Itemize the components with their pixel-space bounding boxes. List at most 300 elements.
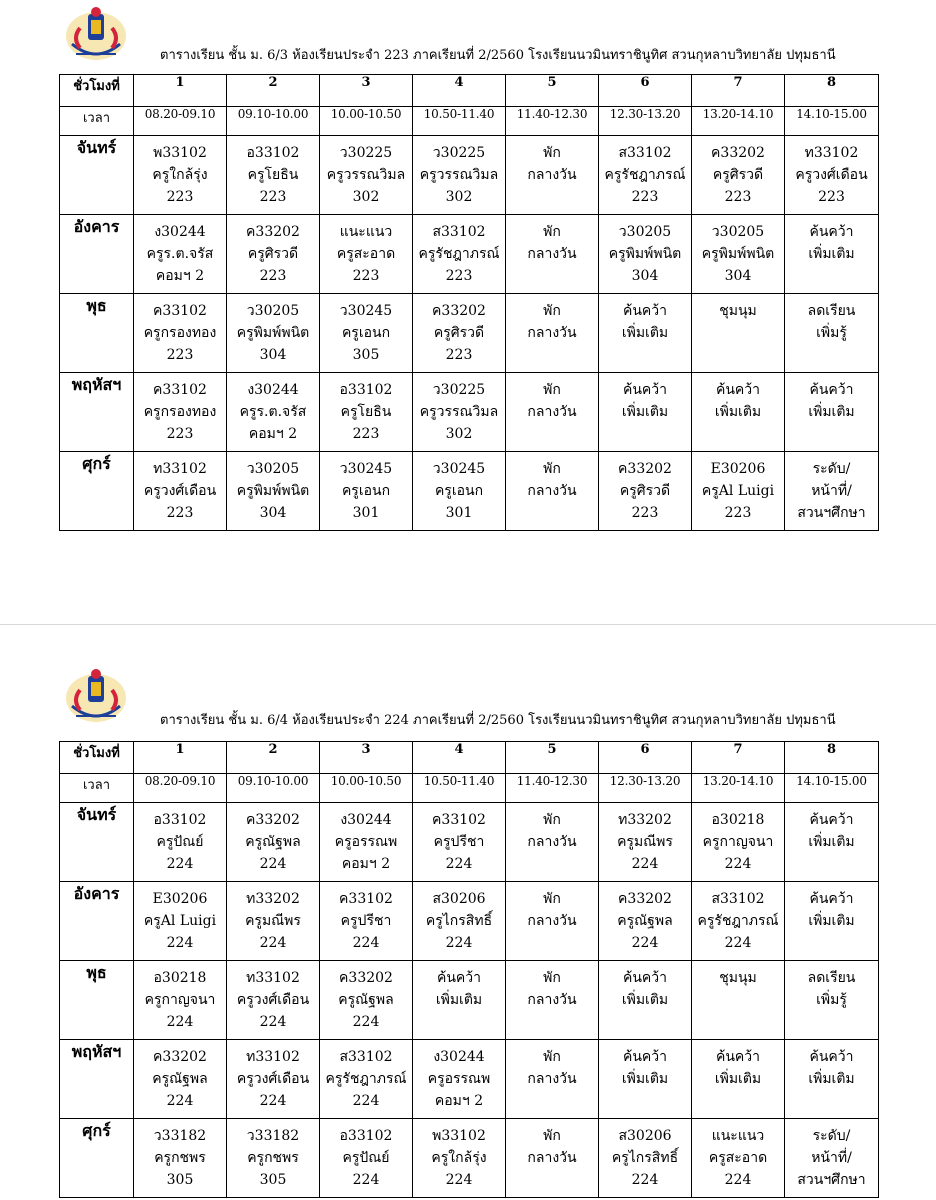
class-cell-line: ครูเอนก	[341, 483, 391, 499]
period-number: 6	[599, 75, 692, 107]
class-cell-line: พัก	[543, 812, 561, 828]
table-row	[60, 136, 879, 215]
day-name: พุธ	[60, 294, 134, 373]
table-row	[60, 803, 879, 882]
class-cell-line: 224	[724, 935, 752, 951]
class-cell-line: ท33202	[246, 891, 300, 907]
period-number: 6	[599, 742, 692, 774]
class-cell	[320, 803, 413, 882]
period-time: 12.30-13.20	[599, 774, 692, 803]
school-logo-icon	[58, 4, 134, 66]
class-cell-line: E30206	[710, 461, 766, 477]
class-cell-line: แนะแนว	[339, 224, 393, 240]
class-cell-line: ครูพิมพ์พนิต	[236, 483, 310, 499]
timetable	[59, 74, 879, 531]
class-cell-line: คอมฯ 2	[341, 856, 391, 872]
period-time: 13.20-14.10	[692, 774, 785, 803]
class-cell-line: ค้นคว้า	[809, 224, 854, 240]
table-row	[60, 1119, 879, 1198]
class-cell	[134, 136, 227, 215]
class-cell-line: ครูอรรณพ	[334, 834, 398, 850]
period-time: 09.10-10.00	[227, 107, 320, 136]
class-cell-line: คอมฯ 2	[434, 1093, 484, 1109]
class-cell-line: อ33102	[153, 812, 207, 828]
period-number: 1	[134, 742, 227, 774]
class-cell-line: ลดเรียน	[807, 303, 856, 319]
class-cell-line: ครูโยธิน	[340, 404, 392, 420]
class-cell-line: คอมฯ 2	[155, 268, 205, 284]
class-cell-line: ครูศิรวดี	[433, 325, 485, 341]
class-cell-line: พัก	[543, 382, 561, 398]
table-row	[60, 373, 879, 452]
class-cell-line: อ33102	[339, 382, 393, 398]
class-cell	[413, 1119, 506, 1198]
period-time: 11.40-12.30	[506, 107, 599, 136]
class-cell-line: ครูกรองทอง	[143, 404, 217, 420]
class-cell	[692, 1040, 785, 1119]
period-number: 3	[320, 742, 413, 774]
day-name: อังคาร	[60, 215, 134, 294]
class-cell-line: ครูรัชฎาภรณ์	[418, 246, 500, 262]
class-cell-line: ครูร.ต.จรัส	[146, 246, 214, 262]
class-cell-line: ครูณัฐพล	[245, 834, 301, 850]
class-cell-line: 224	[445, 856, 473, 872]
class-cell-line: 223	[818, 189, 845, 205]
school-logo-icon	[58, 666, 134, 728]
class-cell-line: 301	[445, 505, 473, 521]
class-cell	[320, 136, 413, 215]
class-cell-line: ครูวงศ์เดือน	[236, 1071, 310, 1087]
class-cell-line: ครูปรีชา	[433, 834, 485, 850]
timetable	[59, 741, 879, 1198]
class-cell-line: ท33102	[153, 461, 207, 477]
class-cell	[227, 961, 320, 1040]
class-cell-line: ครูอรรณพ	[427, 1071, 491, 1087]
class-cell-line: เพิ่มรู้	[816, 992, 847, 1008]
class-cell	[506, 136, 599, 215]
class-cell-line: กลางวัน	[527, 1150, 577, 1166]
class-cell	[134, 373, 227, 452]
class-cell	[692, 1119, 785, 1198]
period-number: 8	[785, 75, 879, 107]
class-cell	[506, 961, 599, 1040]
class-cell	[320, 373, 413, 452]
class-cell	[413, 1040, 506, 1119]
class-cell	[227, 136, 320, 215]
class-cell-line: เพิ่มเติม	[808, 913, 855, 929]
class-cell-line: ครูวงศ์เดือน	[236, 992, 310, 1008]
class-cell-line: ว33182	[246, 1128, 300, 1144]
class-cell-line: ว30245	[339, 303, 393, 319]
class-cell-line: ค้นคว้า	[809, 812, 854, 828]
class-cell-line: 302	[445, 426, 473, 442]
period-time: 10.50-11.40	[413, 107, 506, 136]
class-cell	[599, 1040, 692, 1119]
period-number: 7	[692, 742, 785, 774]
class-cell	[134, 961, 227, 1040]
class-cell-line: เพิ่มเติม	[435, 992, 483, 1008]
period-time: 08.20-09.10	[134, 774, 227, 803]
period-time: 10.50-11.40	[413, 774, 506, 803]
class-cell-line: ระดับ/	[812, 461, 851, 477]
class-cell-line: 223	[631, 505, 659, 521]
class-cell-line: เพิ่มเติม	[808, 404, 855, 420]
class-cell-line: ครูกาญจนา	[144, 992, 216, 1008]
class-cell	[692, 136, 785, 215]
class-cell-line: 223	[166, 426, 194, 442]
class-cell-line: ง30244	[340, 812, 392, 828]
class-cell-line: ว30225	[432, 382, 486, 398]
table-row	[60, 1040, 879, 1119]
class-cell	[320, 215, 413, 294]
class-cell	[785, 1040, 879, 1119]
class-cell-line: 305	[352, 347, 380, 363]
day-name: พฤหัสฯ	[60, 373, 134, 452]
day-name: จันทร์	[60, 136, 134, 215]
class-cell	[506, 882, 599, 961]
class-cell-line: ระดับ/	[812, 1128, 851, 1144]
class-cell-line: ลดเรียน	[807, 970, 856, 986]
class-cell-line: ครูAl Luigi	[701, 483, 775, 499]
class-cell-line: ค33202	[618, 891, 672, 907]
period-header-label: ชั่วโมงที่	[60, 742, 134, 774]
class-cell	[320, 961, 413, 1040]
schedule-title: ตารางเรียน ชั้น ม. 6/3 ห้องเรียนประจำ 223 ภาคเรียนที่ 2/2560 โรงเรียนนวมินทราชินูทิศ สวนกุหลาบวิทยาลัย ปทุมธานี	[160, 48, 836, 63]
class-cell-line: ส33102	[618, 145, 672, 161]
period-number: 2	[227, 742, 320, 774]
class-cell-line: พัก	[543, 1049, 561, 1065]
class-cell	[692, 882, 785, 961]
class-cell-line: เพิ่มเติม	[714, 1071, 762, 1087]
class-cell-line: 224	[631, 856, 659, 872]
period-time: 13.20-14.10	[692, 107, 785, 136]
class-cell-line: ว30205	[246, 461, 300, 477]
class-cell-line: 305	[166, 1172, 194, 1188]
class-cell-line: ครูรัชฎาภรณ์	[697, 913, 779, 929]
class-cell-line: ว30245	[432, 461, 486, 477]
class-cell	[785, 215, 879, 294]
class-cell-line: 224	[166, 1014, 194, 1030]
period-number: 2	[227, 75, 320, 107]
class-cell-line: ค33102	[153, 382, 207, 398]
class-cell	[599, 136, 692, 215]
class-cell	[413, 803, 506, 882]
class-cell	[599, 215, 692, 294]
class-cell-line: พ33102	[432, 1128, 486, 1144]
class-cell	[506, 803, 599, 882]
class-cell-line: ครูมณีพร	[245, 913, 301, 929]
class-cell-line: 224	[166, 856, 194, 872]
class-cell	[227, 452, 320, 531]
class-cell	[227, 294, 320, 373]
class-cell-line: กลางวัน	[527, 913, 577, 929]
class-cell-line: ครูวรรณวิมล	[419, 167, 499, 183]
class-cell-line: 304	[631, 268, 659, 284]
day-name: ศุกร์	[60, 452, 134, 531]
class-cell-line: ค33202	[246, 812, 300, 828]
class-cell-line: ครูปรีชา	[340, 913, 392, 929]
class-cell-line: ค้นคว้า	[622, 303, 668, 319]
period-header-label: ชั่วโมงที่	[60, 75, 134, 107]
class-cell-line: กลางวัน	[527, 325, 577, 341]
class-cell-line: ค้นคว้า	[715, 1049, 761, 1065]
class-cell	[134, 1119, 227, 1198]
class-cell-line: ค33102	[153, 303, 207, 319]
class-cell-line: ครูใกล้รุ่ง	[431, 1150, 487, 1166]
class-cell-line: หน้าที่/	[811, 483, 852, 499]
class-cell-line: ครูณัฐพล	[338, 992, 394, 1008]
class-cell-line: 224	[352, 935, 380, 951]
class-cell-line: ครูพิมพ์พนิต	[701, 246, 775, 262]
class-cell-line: เพิ่มเติม	[621, 1071, 669, 1087]
class-cell-line: แนะแนว	[711, 1128, 765, 1144]
class-cell-line: พ33102	[153, 145, 207, 161]
class-cell-line: ครูปัณย์	[156, 834, 204, 850]
period-number: 5	[506, 742, 599, 774]
class-cell-line: 304	[259, 505, 287, 521]
class-cell	[134, 1040, 227, 1119]
class-cell-line: 224	[259, 856, 287, 872]
class-cell-line: ง30244	[154, 224, 206, 240]
period-time: 10.00-10.50	[320, 107, 413, 136]
class-cell	[599, 452, 692, 531]
period-time: 09.10-10.00	[227, 774, 320, 803]
page-divider	[0, 624, 936, 625]
class-cell	[599, 882, 692, 961]
class-cell-line: ค33202	[618, 461, 672, 477]
class-cell	[134, 294, 227, 373]
class-cell	[785, 136, 879, 215]
class-cell-line: ว30225	[339, 145, 393, 161]
class-cell-line: สวนฯศึกษา	[797, 1172, 866, 1188]
class-cell-line: 302	[445, 189, 473, 205]
class-cell-line: ท33102	[804, 145, 859, 161]
class-cell	[227, 215, 320, 294]
class-cell-line: E30206	[152, 891, 208, 907]
class-cell-line: 224	[166, 1093, 194, 1109]
class-cell-line: ครูใกล้รุ่ง	[152, 167, 208, 183]
class-cell-line: 223	[166, 505, 194, 521]
class-cell-line: อ30218	[153, 970, 207, 986]
class-cell-line: ครูเอนก	[341, 325, 391, 341]
class-cell-line: ค33102	[339, 891, 393, 907]
class-cell-line: ท33102	[246, 970, 300, 986]
class-cell-line: 223	[445, 268, 473, 284]
class-cell-line: ครูพิมพ์พนิต	[608, 246, 682, 262]
class-cell-line: ว30205	[618, 224, 672, 240]
class-cell	[692, 452, 785, 531]
class-cell-line: กลางวัน	[527, 404, 577, 420]
period-time: 14.10-15.00	[785, 107, 879, 136]
class-cell-line: เพิ่มเติม	[621, 992, 669, 1008]
class-cell-line: ค33202	[432, 303, 486, 319]
table-row	[60, 882, 879, 961]
schedule-title: ตารางเรียน ชั้น ม. 6/4 ห้องเรียนประจำ 224 ภาคเรียนที่ 2/2560 โรงเรียนนวมินทราชินูทิศ สวนกุหลาบวิทยาลัย ปทุมธานี	[160, 713, 836, 728]
class-cell-line: ครูพิมพ์พนิต	[236, 325, 310, 341]
class-cell	[134, 882, 227, 961]
class-cell-line: ง30244	[247, 382, 299, 398]
class-cell	[413, 136, 506, 215]
class-cell-line: ว30225	[432, 145, 486, 161]
class-cell	[506, 215, 599, 294]
period-time: 12.30-13.20	[599, 107, 692, 136]
day-name: จันทร์	[60, 803, 134, 882]
class-cell	[599, 1119, 692, 1198]
period-number: 4	[413, 75, 506, 107]
class-cell-line: ครูรัชฎาภรณ์	[325, 1071, 407, 1087]
class-cell-line: ครูกชพร	[247, 1150, 299, 1166]
class-cell	[506, 1119, 599, 1198]
period-time: 11.40-12.30	[506, 774, 599, 803]
class-cell-line: 224	[631, 935, 659, 951]
class-cell-line: ครูปัณย์	[342, 1150, 390, 1166]
class-cell-line: 224	[352, 1093, 380, 1109]
class-cell-line: ครูAl Luigi	[143, 913, 217, 929]
class-cell-line: 301	[352, 505, 380, 521]
period-time: 14.10-15.00	[785, 774, 879, 803]
class-cell	[692, 803, 785, 882]
class-cell-line: 224	[259, 935, 287, 951]
class-cell-line: 302	[352, 189, 380, 205]
class-cell-line: พัก	[543, 461, 561, 477]
class-cell-line: 223	[166, 347, 194, 363]
class-cell-line: ท33102	[246, 1049, 300, 1065]
table-row	[60, 961, 879, 1040]
class-cell-line: ค้นคว้า	[622, 970, 668, 986]
class-cell-line: 223	[724, 505, 752, 521]
class-cell-line: ครูกรองทอง	[143, 325, 217, 341]
day-name: ศุกร์	[60, 1119, 134, 1198]
class-cell-line: พัก	[543, 970, 561, 986]
day-name: พุธ	[60, 961, 134, 1040]
class-cell-line: ค้นคว้า	[622, 382, 668, 398]
class-cell-line: ครูศิรวดี	[712, 167, 764, 183]
class-cell	[320, 1119, 413, 1198]
class-cell-line: ครูมณีพร	[617, 834, 673, 850]
class-cell-line: เพิ่มเติม	[808, 246, 855, 262]
class-cell-line: พัก	[543, 145, 561, 161]
table-row	[60, 452, 879, 531]
class-cell	[599, 373, 692, 452]
class-cell	[134, 452, 227, 531]
class-cell-line: ค33202	[153, 1049, 207, 1065]
class-cell-line: ค33202	[339, 970, 393, 986]
class-cell-line: ว30245	[339, 461, 393, 477]
class-cell	[785, 803, 879, 882]
class-cell-line: เพิ่มเติม	[808, 834, 855, 850]
class-cell	[692, 961, 785, 1040]
class-cell-line: 224	[259, 1093, 287, 1109]
class-cell-line: ครูศิรวดี	[247, 246, 299, 262]
class-cell-line: 304	[259, 347, 287, 363]
period-number: 5	[506, 75, 599, 107]
class-cell-line: 224	[724, 856, 752, 872]
class-cell-line: อ33102	[246, 145, 300, 161]
class-cell-line: 305	[259, 1172, 287, 1188]
class-cell-line: อ33102	[339, 1128, 393, 1144]
class-cell-line: ค้นคว้า	[715, 382, 761, 398]
class-cell-line: 224	[352, 1014, 380, 1030]
period-number: 7	[692, 75, 785, 107]
class-cell-line: ครูณัฐพล	[152, 1071, 208, 1087]
class-cell	[506, 373, 599, 452]
class-cell	[785, 882, 879, 961]
class-cell	[134, 215, 227, 294]
class-cell	[227, 373, 320, 452]
class-cell	[506, 294, 599, 373]
class-cell-line: ค33202	[711, 145, 765, 161]
class-cell	[320, 1040, 413, 1119]
class-cell-line: ท33202	[618, 812, 672, 828]
class-cell-line: ครูวงศ์เดือน	[795, 167, 868, 183]
class-cell-line: ครูสะอาด	[336, 246, 396, 262]
class-cell-line: เพิ่มเติม	[621, 325, 669, 341]
class-cell-line: ส30206	[618, 1128, 672, 1144]
day-name: อังคาร	[60, 882, 134, 961]
class-cell-line: เพิ่มเติม	[621, 404, 669, 420]
class-cell	[413, 294, 506, 373]
class-cell-line: สวนฯศึกษา	[797, 505, 866, 521]
class-cell-line: 223	[631, 189, 659, 205]
class-cell-line: 223	[259, 189, 287, 205]
class-cell-line: 224	[631, 1172, 659, 1188]
class-cell	[320, 294, 413, 373]
class-cell-line: ครูกชพร	[154, 1150, 206, 1166]
class-cell-line: 223	[352, 426, 380, 442]
class-cell-line: กลางวัน	[527, 246, 577, 262]
class-cell-line: ค้นคว้า	[809, 891, 854, 907]
class-cell	[413, 882, 506, 961]
class-cell	[413, 215, 506, 294]
class-cell-line: พัก	[543, 1128, 561, 1144]
class-cell-line: อ30218	[711, 812, 765, 828]
class-cell	[599, 294, 692, 373]
class-cell	[413, 373, 506, 452]
class-cell-line: 304	[724, 268, 752, 284]
class-cell	[785, 1119, 879, 1198]
class-cell	[785, 373, 879, 452]
class-cell-line: ครูไกรสิทธิ์	[611, 1150, 679, 1166]
period-number: 1	[134, 75, 227, 107]
class-cell-line: ส33102	[339, 1049, 393, 1065]
class-cell-line: 224	[259, 1014, 287, 1030]
class-cell-line: ครูสะอาด	[708, 1150, 768, 1166]
class-cell	[320, 882, 413, 961]
class-cell-line: ครูรัชฎาภรณ์	[604, 167, 686, 183]
class-cell-line: กลางวัน	[527, 834, 577, 850]
class-cell-line: พัก	[543, 303, 561, 319]
class-cell-line: กลางวัน	[527, 483, 577, 499]
class-cell	[320, 452, 413, 531]
class-cell-line: 223	[259, 268, 287, 284]
class-cell	[227, 1119, 320, 1198]
class-cell	[599, 803, 692, 882]
class-cell-line: 223	[352, 268, 380, 284]
class-cell-line: กลางวัน	[527, 1071, 577, 1087]
class-cell	[227, 1040, 320, 1119]
class-cell-line: ว30205	[246, 303, 300, 319]
class-cell-line: ค้นคว้า	[436, 970, 482, 986]
class-cell-line: ครูวรรณวิมล	[326, 167, 406, 183]
class-cell-line: ครูวงศ์เดือน	[143, 483, 217, 499]
time-header-label: เวลา	[60, 107, 134, 136]
class-cell-line: 224	[352, 1172, 380, 1188]
day-name: พฤหัสฯ	[60, 1040, 134, 1119]
time-header-label: เวลา	[60, 774, 134, 803]
class-cell-line: 223	[166, 189, 194, 205]
class-cell-line: เพิ่มรู้	[816, 325, 847, 341]
class-cell	[227, 882, 320, 961]
